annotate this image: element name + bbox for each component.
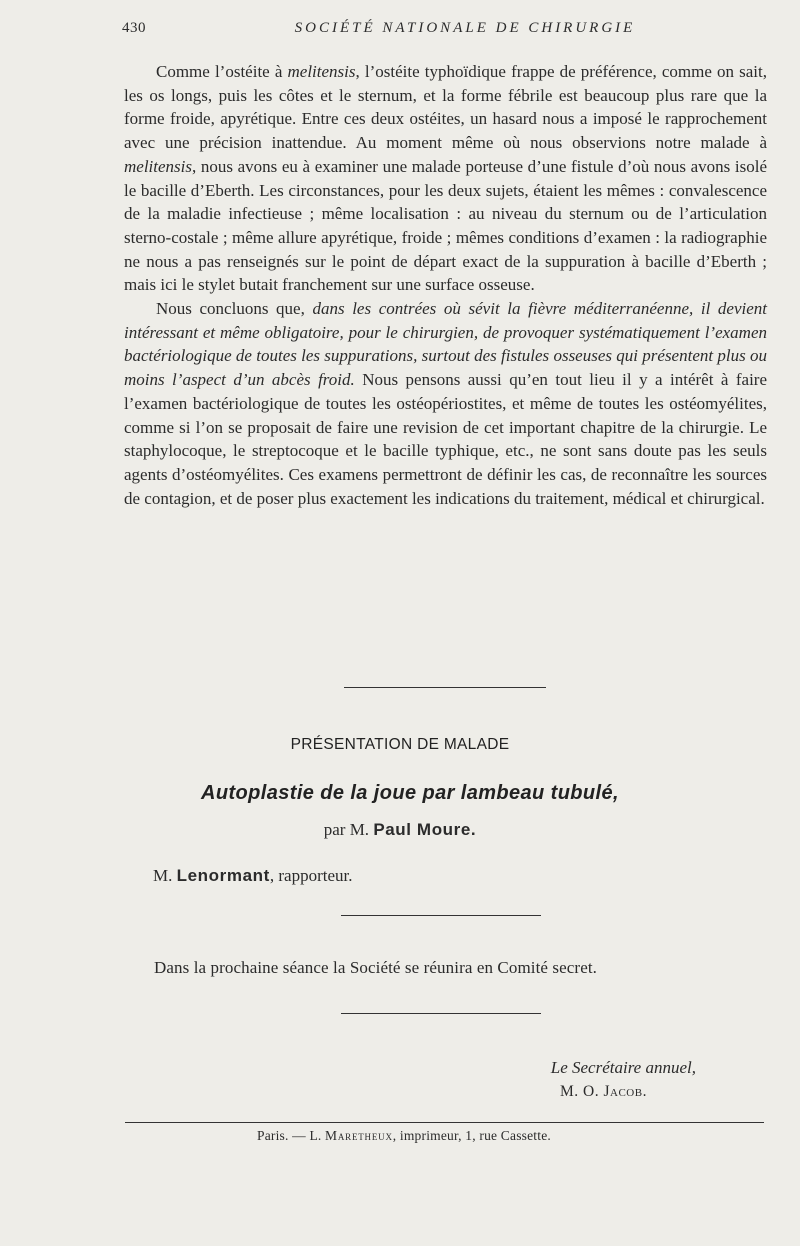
rapporteur-line — [153, 866, 352, 886]
paragraph-2-text: Nous concluons que, — [156, 299, 313, 319]
paragraph-2-text: Nous pensons aussi qu’en tout lieu il y a intérêt à faire l’examen bactériologique de toutes les ostéopériostites, et même de toutes les ostéomyélites, comme si l’on se proposait de faire une revision de cet important chapitre de la chirurgie. Le staphylocoque, le streptocoque et le bacille typhique, etc., ne sont sans doute pas les seuls agents d’ostéomyélites. Ces examens permettront de définir les cas, de reconnaître les sources de contagion, et de poser plus exactement les indications du traitement, médical et chirurgical. — [124, 370, 767, 508]
rapporteur-name: Lenormant — [176, 866, 270, 885]
byline — [0, 820, 800, 840]
footer-rule — [125, 1122, 764, 1123]
separator-rule — [341, 915, 541, 916]
author-name: Paul Moure. — [373, 820, 477, 839]
body-text — [124, 60, 767, 510]
paragraph-1-text: , nous avons eu à examiner une malade porteuse d’une fistule d’où nous avons isolé le bacille d’Eberth. Les circonstances, pour les deux sujets, étaient les mêmes : convalescence de la maladie infectieuse ; même localisation : au niveau du sternum ou de l’articulation sterno-costale ; même allure apyrétique, froide ; mêmes conditions d’examen : la radiographie ne nous a pas renseignés sur le point de départ exact de la suppuration à bacille d’Eberth ; mais ici le stylet butait franchement sur une surface osseuse. — [124, 156, 767, 295]
signature-name — [560, 1083, 647, 1101]
section-title: PRÉSENTATION DE MALADE — [290, 736, 510, 753]
rapporteur-prefix: M. — [153, 866, 177, 885]
printer-imprint — [0, 1128, 800, 1144]
printer-prefix: Paris. — L. — [257, 1128, 326, 1143]
byline-prefix: par M. — [323, 820, 374, 839]
paragraph-1 — [124, 60, 767, 297]
paragraph-1-text: , l’ostéite typhoïdique frappe de préférence, comme on sait, les os longs, puis les côtes et le sternum, et la forme fébrile est beaucoup plus rare que la forme froide, apyrétique. Entre ces deux ostéites, un hasard nous a imposé le rapprochement avec une précision inattendue. Au moment même où nous observions notre malade à — [124, 62, 767, 153]
paragraph-2-italic: dans les contrées où sévit la fièvre méditerranéenne, il devient intéressant et même obligatoire, pour le chirurgien, de provoquer systématiquement l’examen bactériologique de toutes les suppurations, surtout des fistules osseuses qui présentent plus ou moins l’aspect d’un abcès froid. — [124, 299, 767, 390]
separator-rule — [341, 1013, 541, 1014]
printer-name: Maretheux — [325, 1128, 393, 1143]
session-notice: Dans la prochaine séance la Société se réunira en Comité secret. — [154, 958, 598, 977]
rapporteur-suffix: , rapporteur. — [269, 866, 353, 885]
signature-title: Le Secrétaire annuel, — [550, 1058, 696, 1077]
separator-rule — [344, 687, 546, 688]
page-number: 430 — [122, 20, 146, 36]
paragraph-1-text: Comme l’ostéite à — [156, 62, 288, 81]
page-header — [118, 20, 772, 44]
paragraph-1-italic: melitensis — [287, 62, 356, 81]
printer-suffix: , imprimeur, 1, rue Cassette. — [392, 1128, 551, 1143]
paragraph-1-italic: melitensis — [124, 156, 192, 176]
paragraph-2 — [124, 297, 767, 510]
signature-prefix: M. O. — [560, 1083, 604, 1100]
secretary-name: Jacob. — [603, 1083, 647, 1100]
running-head: SOCIÉTÉ NATIONALE DE CHIRURGIE — [294, 20, 636, 36]
article-title: Autoplastie de la joue par lambeau tubulé, — [201, 782, 619, 804]
